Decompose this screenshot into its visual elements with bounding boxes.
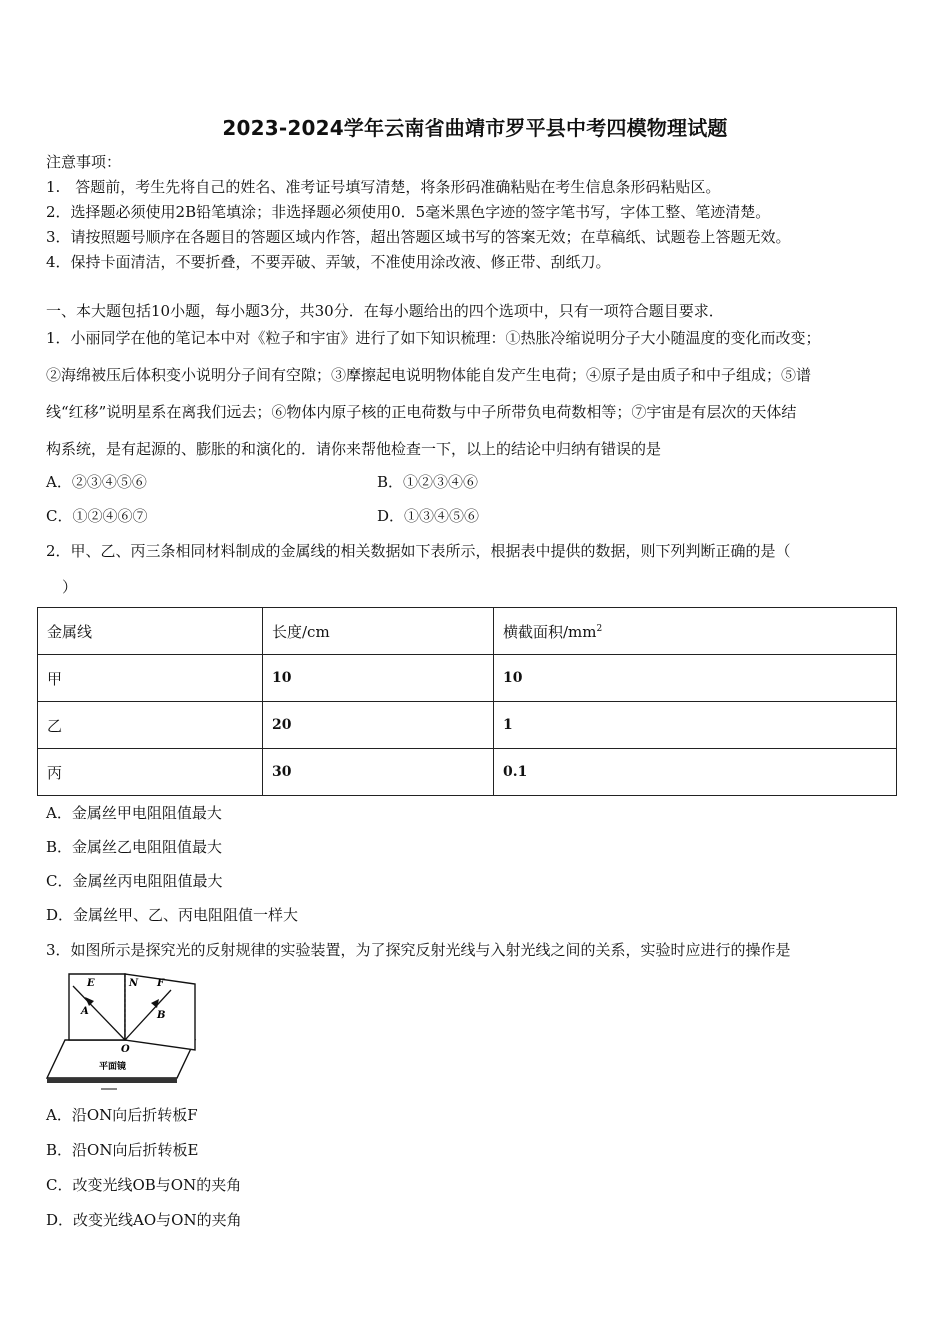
table-row bbox=[38, 702, 897, 749]
q3-option-b: B．沿ON向后折转板E bbox=[46, 1141, 199, 1159]
table-cell: 甲 bbox=[38, 655, 263, 702]
notes-item-3: 3．请按照题号顺序在各题目的答题区域内作答，超出答题区域书写的答案无效；在草稿纸、试题卷上答题无效。 bbox=[46, 228, 791, 246]
mirror-edge-shape bbox=[47, 1078, 177, 1083]
q3-option-c: C．改变光线OB与ON的夹角 bbox=[46, 1176, 242, 1194]
table-header-cell bbox=[494, 608, 897, 655]
q1-line-1: 1．小丽同学在他的笔记本中对《粒子和宇宙》进行了如下知识梳理：①热胀冷缩说明分子大小随温度的变化而改变； bbox=[46, 329, 821, 347]
table-row bbox=[38, 749, 897, 796]
label-f: F bbox=[157, 978, 165, 989]
q2-line-2: ） bbox=[62, 578, 78, 596]
wire-data-table bbox=[37, 607, 897, 796]
q1-line-4: 构系统，是有起源的、膨胀的和演化的．请你来帮他检查一下，以上的结论中归纳有错误的是 bbox=[46, 440, 662, 458]
q1-option-c: C．①②④⑥⑦ bbox=[46, 507, 148, 525]
table-cell: 丙 bbox=[38, 749, 263, 796]
notes-item-1: 1. 答题前，考生先将自己的姓名、准考证号填写清楚，将条形码准确粘贴在考生信息条形码粘贴区。 bbox=[46, 178, 721, 196]
label-o: O bbox=[121, 1044, 130, 1055]
q2-option-b: B．金属丝乙电阻阻值最大 bbox=[46, 838, 223, 856]
table-row bbox=[38, 655, 897, 702]
q1-option-d: D．①③④⑤⑥ bbox=[377, 507, 480, 525]
q2-option-a: A．金属丝甲电阻阻值最大 bbox=[46, 804, 222, 822]
area-header-superscript: 2 bbox=[596, 623, 603, 634]
label-a: A bbox=[81, 1006, 89, 1017]
table-header-cell: 金属线 bbox=[38, 608, 263, 655]
q2-option-d: D．金属丝甲、乙、丙电阻阻值一样大 bbox=[46, 906, 299, 924]
label-e: E bbox=[87, 978, 95, 989]
area-header-text: 横截面积/mm bbox=[503, 622, 597, 641]
notes-item-2: 2．选择题必须使用2B铅笔填涂；非选择题必须使用0．5毫米黑色字迹的签字笔书写，字体工整、笔迹清楚。 bbox=[46, 203, 771, 221]
notes-item-4: 4．保持卡面清洁，不要折叠，不要弄破、弄皱，不准使用涂改液、修正带、刮纸刀。 bbox=[46, 253, 611, 271]
table-cell: 30 bbox=[263, 749, 494, 796]
label-b: B bbox=[157, 1010, 166, 1021]
reflection-apparatus-figure bbox=[45, 970, 205, 1092]
section-heading: 一、本大题包括10小题，每小题3分，共30分．在每小题给出的四个选项中，只有一项符合题目要求． bbox=[46, 302, 724, 320]
q3-option-a: A．沿ON向后折转板F bbox=[46, 1106, 198, 1124]
table-cell: 1 bbox=[494, 702, 897, 749]
page-title: 2023-2024学年云南省曲靖市罗平县中考四模物理试题 bbox=[222, 116, 728, 140]
label-plane-mirror: 平面镜 bbox=[99, 1062, 127, 1072]
table-cell: 10 bbox=[263, 655, 494, 702]
q2-option-c: C．金属丝丙电阻阻值最大 bbox=[46, 872, 223, 890]
board-e-shape bbox=[69, 974, 125, 1040]
table-cell: 0.1 bbox=[494, 749, 897, 796]
table-header-row bbox=[38, 608, 897, 655]
table-cell: 乙 bbox=[38, 702, 263, 749]
q1-option-b: B．①②③④⑥ bbox=[377, 473, 479, 491]
table-cell: 20 bbox=[263, 702, 494, 749]
q1-line-2: ②海绵被压后体积变小说明分子间有空隙；③摩擦起电说明物体能自发产生电荷；④原子是由质子和中子组成；⑤谱 bbox=[46, 366, 812, 384]
q1-line-3: 线“红移”说明星系在离我们远去；⑥物体内原子核的正电荷数与中子所带负电荷数相等；⑦宇宙是有层次的天体结 bbox=[46, 403, 797, 421]
q2-line-1: 2．甲、乙、丙三条相同材料制成的金属线的相关数据如下表所示，根据表中提供的数据，则下列判断正确的是（ bbox=[46, 542, 791, 560]
q3-option-d: D．改变光线AO与ON的夹角 bbox=[46, 1211, 242, 1229]
notes-heading: 注意事项： bbox=[46, 153, 122, 171]
q1-option-a: A．②③④⑤⑥ bbox=[46, 473, 147, 491]
table-cell: 10 bbox=[494, 655, 897, 702]
label-n: N bbox=[129, 978, 139, 989]
table-header-cell: 长度/cm bbox=[263, 608, 494, 655]
q3-line-1: 3．如图所示是探究光的反射规律的实验装置，为了探究反射光线与入射光线之间的关系，实验时应进行的操作是 bbox=[46, 941, 791, 959]
